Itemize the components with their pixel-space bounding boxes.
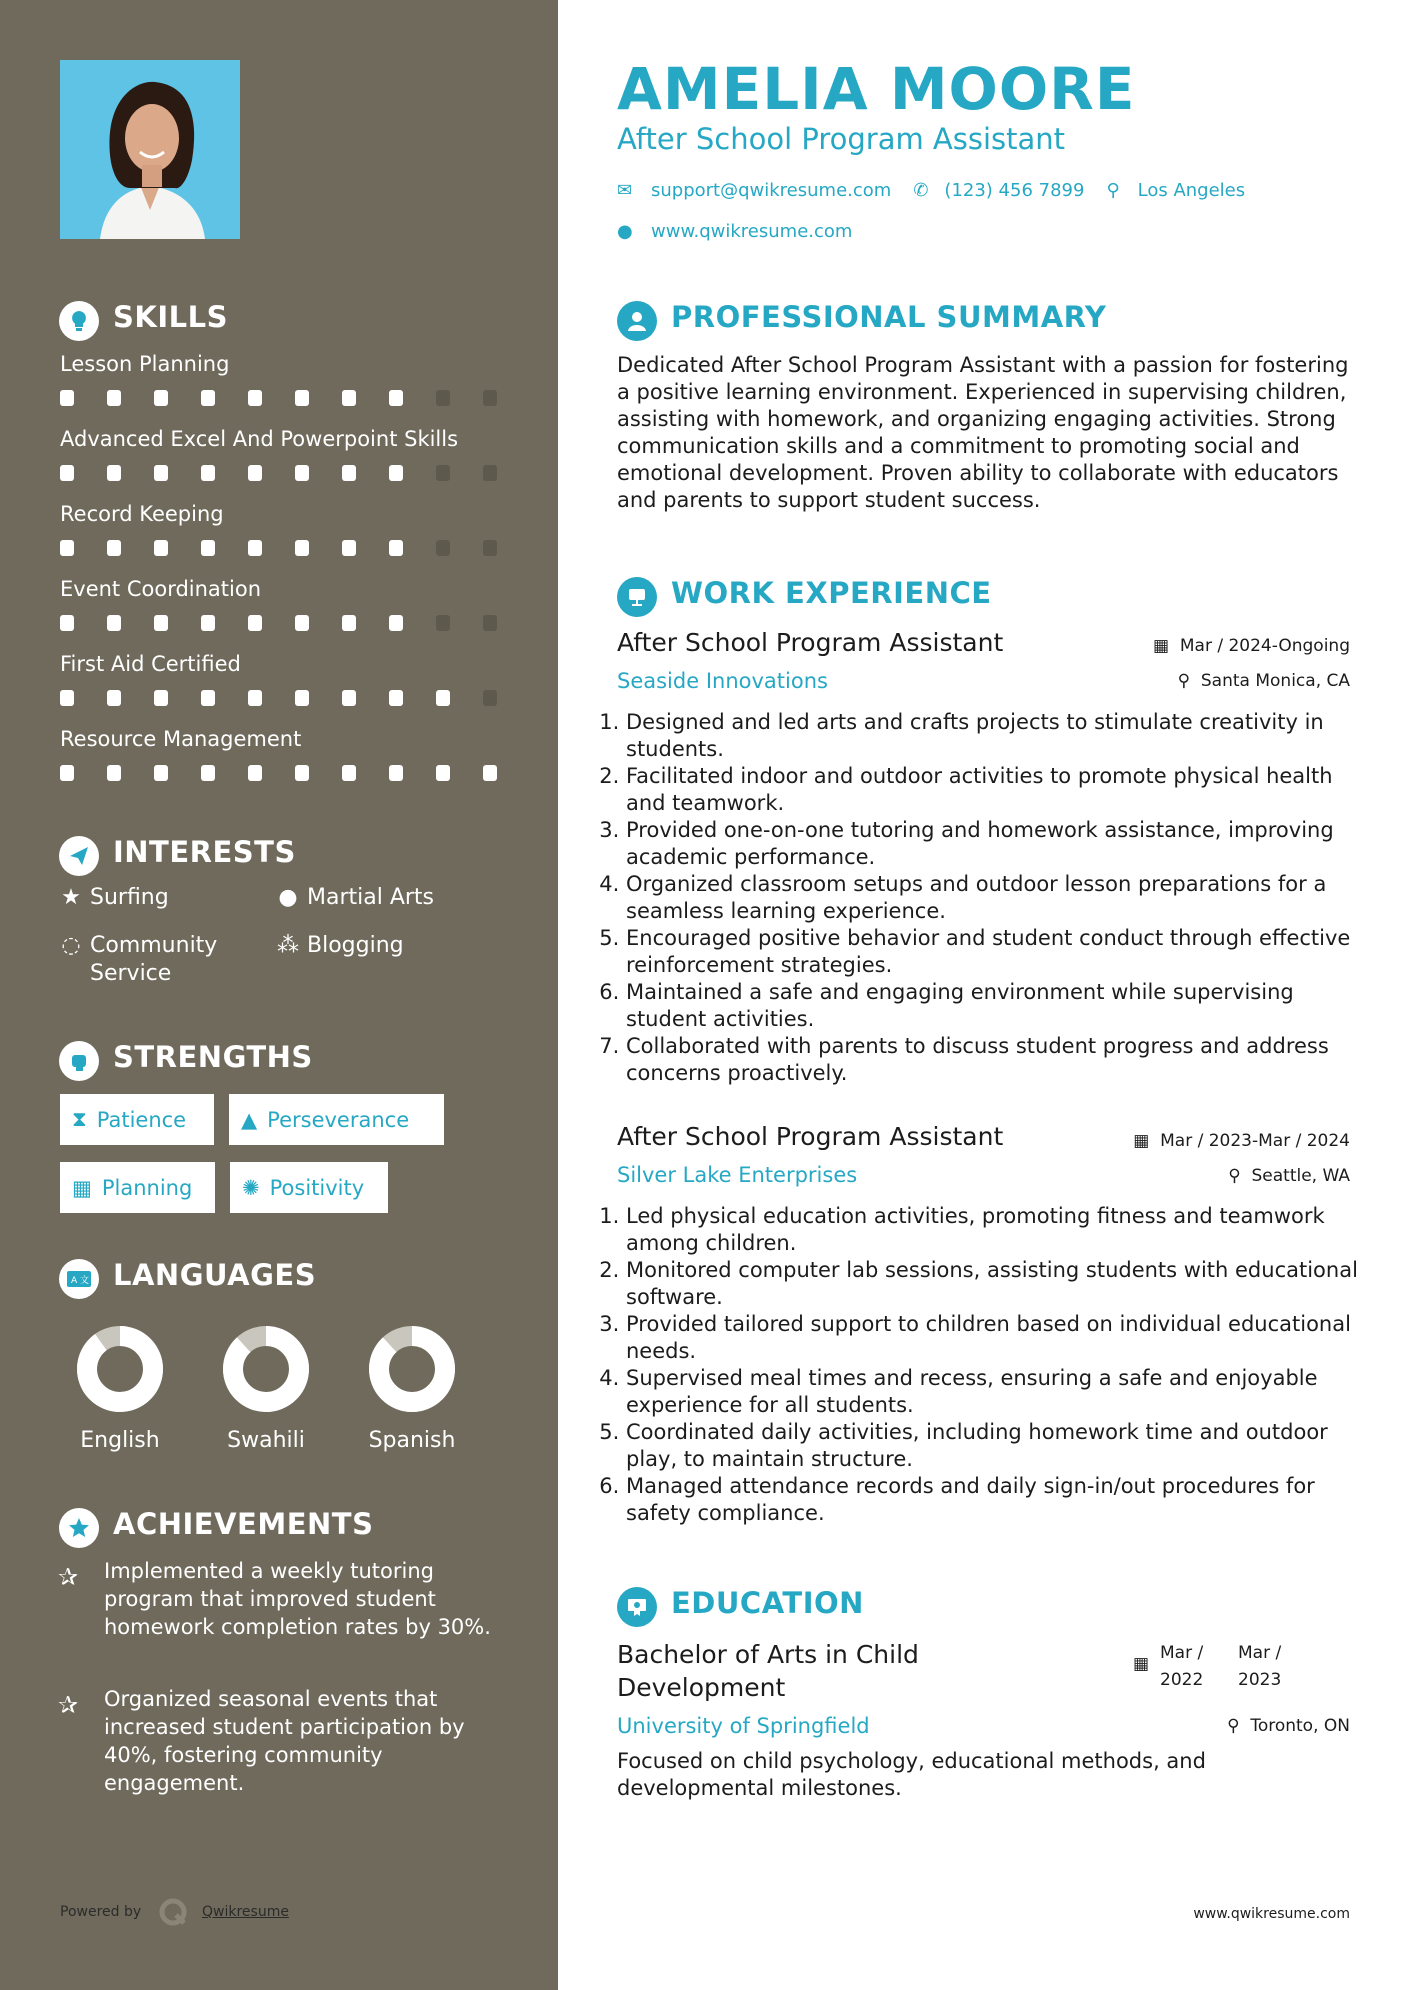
skill-dot-empty — [483, 690, 497, 706]
edu-location — [1227, 1716, 1350, 1736]
job-dates-text: Mar / 2023-Mar / 2024 — [1160, 1131, 1350, 1151]
lightbulb-icon — [59, 301, 99, 341]
skill-dot-filled — [248, 390, 262, 406]
skill-dot-filled — [248, 690, 262, 706]
skill-rating — [60, 765, 530, 781]
job-location-text: Seattle, WA — [1251, 1166, 1350, 1186]
candidate-role: After School Program Assistant — [617, 122, 1066, 156]
skill-dot-filled — [107, 690, 121, 706]
strength-tag-perseverance — [229, 1094, 444, 1145]
skill-rating — [60, 465, 530, 481]
skill-dot-empty — [436, 465, 450, 481]
duty-item: 3. Provided tailored support to children based on individual educational needs. — [626, 1311, 1368, 1365]
skill-dot-filled — [295, 465, 309, 481]
strength-label: Positivity — [269, 1175, 365, 1200]
skill-dot-filled — [342, 690, 356, 706]
skill-name: First Aid Certified — [60, 652, 241, 676]
duty-item: 2. Monitored computer lab sessions, assisting students with educational software. — [626, 1257, 1368, 1311]
job-duties-list — [608, 1203, 1368, 1527]
skill-rating — [60, 540, 530, 556]
skill-dot-empty — [483, 465, 497, 481]
skill-rating — [60, 690, 530, 706]
duty-item: 1. Designed and led arts and crafts projects to stimulate creativity in students. — [626, 709, 1368, 763]
skill-name: Advanced Excel And Powerpoint Skills — [60, 427, 459, 451]
skill-dot-filled — [107, 615, 121, 631]
lemon-icon: ◌ — [61, 933, 81, 958]
skill-dot-filled — [436, 765, 450, 781]
strengths-title: STRENGTHS — [113, 1040, 313, 1074]
skill-dot-filled — [154, 540, 168, 556]
duty-item: 5. Encouraged positive behavior and student conduct through effective reinforcement strategies. — [626, 925, 1368, 979]
achievement-item: Organized seasonal events that increased student participation by 40%, fostering community engagement. — [104, 1687, 465, 1795]
summary-title: PROFESSIONAL SUMMARY — [671, 300, 1107, 334]
strength-label: Planning — [101, 1175, 193, 1200]
duty-item: 2. Facilitated indoor and outdoor activities to promote physical health and teamwork. — [626, 763, 1368, 817]
footer-url[interactable]: www.qwikresume.com — [1193, 1906, 1350, 1922]
job-location — [1178, 671, 1350, 691]
pin-icon: ⚲ — [1177, 671, 1191, 691]
phone-icon: ✆ — [913, 180, 929, 201]
language-name: English — [80, 1428, 160, 1453]
skill-dot-filled — [60, 615, 74, 631]
skill-dot-filled — [483, 765, 497, 781]
interest-label: Community Service — [90, 933, 218, 986]
language-icon — [59, 1259, 99, 1299]
sun-icon: ✺ — [242, 1175, 260, 1200]
job-title: After School Program Assistant — [617, 1122, 1004, 1151]
pin-icon: ⚲ — [1227, 1716, 1240, 1736]
strength-tag-patience — [60, 1094, 214, 1145]
job-company: Silver Lake Enterprises — [617, 1163, 858, 1187]
language-level-ring — [369, 1326, 455, 1416]
skill-dot-filled — [389, 390, 403, 406]
skill-dot-filled — [389, 765, 403, 781]
skill-dot-filled — [154, 765, 168, 781]
phone-number[interactable]: (123) 456 7899 — [944, 180, 1085, 201]
skill-dot-empty — [483, 390, 497, 406]
sidebar — [0, 0, 558, 1990]
skill-dot-filled — [60, 465, 74, 481]
skill-dot-filled — [154, 615, 168, 631]
contact-row — [617, 180, 1245, 201]
globe-icon: ● — [617, 221, 633, 242]
job-company: Seaside Innovations — [617, 669, 828, 693]
qwikresume-logo-icon — [158, 1897, 188, 1931]
work-title: WORK EXPERIENCE — [671, 576, 992, 610]
hourglass-icon: ⧗ — [72, 1107, 87, 1131]
skill-dot-filled — [342, 465, 356, 481]
location-text: Los Angeles — [1137, 180, 1246, 201]
user-icon — [617, 301, 657, 341]
interest-community-service — [60, 932, 250, 988]
skill-dot-empty — [436, 390, 450, 406]
fist-icon — [59, 1041, 99, 1081]
skill-dot-filled — [60, 540, 74, 556]
skill-dot-filled — [60, 390, 74, 406]
shooting-star-icon: ✰ — [58, 1691, 79, 1719]
globe-icon: ● — [278, 885, 298, 910]
skill-rating — [60, 615, 530, 631]
achievements-title: ACHIEVEMENTS — [113, 1507, 374, 1541]
email-link[interactable]: support@qwikresume.com — [651, 180, 892, 201]
duty-item: 6. Managed attendance records and daily sign-in/out procedures for safety compliance. — [626, 1473, 1368, 1527]
svg-text:文: 文 — [80, 1276, 90, 1286]
skill-dot-filled — [154, 690, 168, 706]
skill-dot-filled — [295, 765, 309, 781]
skill-dot-filled — [295, 390, 309, 406]
skill-dot-filled — [389, 615, 403, 631]
skill-dot-filled — [295, 615, 309, 631]
strength-tag-planning — [60, 1162, 215, 1213]
interest-label: Blogging — [307, 933, 404, 958]
job-location — [1228, 1166, 1350, 1186]
skill-dot-filled — [201, 540, 215, 556]
edu-location-text: Toronto, ON — [1250, 1716, 1350, 1736]
pin-icon: ⚲ — [1228, 1166, 1241, 1186]
skill-dot-filled — [154, 465, 168, 481]
calendar-icon: ▦ — [1133, 1654, 1150, 1674]
skill-dot-filled — [248, 615, 262, 631]
main-content — [558, 0, 1407, 1990]
summary-text: Dedicated After School Program Assistant with a passion for fostering a positive learning environment. Experienced in supervising children, assisting with homework, and organizing engaging activities. Strong communication skills and a commitment to promoting social and emotional development. Proven ability to collaborate with educators and parents to support student success. — [617, 353, 1349, 512]
duty-item: 3. Provided one-on-one tutoring and homework assistance, improving academic performance. — [626, 817, 1368, 871]
users-icon: ⁂ — [277, 933, 299, 958]
interest-label: Surfing — [90, 885, 169, 910]
skill-dot-empty — [483, 540, 497, 556]
duty-item: 4. Organized classroom setups and outdoor lesson preparations for a seamless learning experience. — [626, 871, 1368, 925]
website-row — [617, 221, 852, 242]
skill-dot-filled — [154, 390, 168, 406]
duty-item: 6. Maintained a safe and engaging environment while supervising student activities. — [626, 979, 1368, 1033]
interest-label: Martial Arts — [307, 885, 435, 910]
powered-by-label: Powered by — [60, 1904, 142, 1920]
achievement-item: Implemented a weekly tutoring program that improved student homework completion rates by 30%. — [104, 1559, 491, 1639]
skill-name: Record Keeping — [60, 502, 224, 526]
education-description: Focused on child psychology, educational methods, and developmental milestones. — [617, 1749, 1206, 1800]
languages-title: LANGUAGES — [113, 1258, 317, 1292]
skill-dot-filled — [107, 765, 121, 781]
skill-name: Lesson Planning — [60, 352, 230, 376]
job-title: After School Program Assistant — [617, 628, 1004, 657]
skill-dot-filled — [248, 540, 262, 556]
skill-dot-filled — [295, 540, 309, 556]
graduation-icon — [617, 1587, 657, 1627]
shooting-star-icon: ✰ — [58, 1563, 79, 1591]
interest-surfing — [60, 884, 169, 912]
skill-dot-filled — [201, 765, 215, 781]
star-icon: ★ — [61, 885, 81, 910]
road-icon: ▲ — [241, 1107, 258, 1132]
job-location-text: Santa Monica, CA — [1200, 671, 1350, 691]
calendar-icon: ▦ — [1153, 636, 1170, 656]
job-dates — [1133, 1131, 1350, 1151]
interest-martial-arts — [277, 884, 434, 912]
skill-dot-filled — [60, 690, 74, 706]
skill-dot-filled — [60, 765, 74, 781]
website-link[interactable]: www.qwikresume.com — [651, 221, 853, 242]
skill-dot-empty — [436, 615, 450, 631]
job-dates-text: Mar / 2024-Ongoing — [1179, 636, 1350, 656]
strength-label: Perseverance — [267, 1107, 410, 1132]
skill-dot-filled — [201, 615, 215, 631]
language-name: Swahili — [227, 1428, 305, 1453]
briefcase-icon — [617, 577, 657, 617]
school-name: University of Springfield — [617, 1714, 870, 1738]
skill-dot-filled — [201, 465, 215, 481]
skill-dot-filled — [295, 690, 309, 706]
skills-title: SKILLS — [113, 300, 228, 334]
candidate-name: AMELIA MOORE — [617, 55, 1136, 123]
skill-dot-filled — [107, 465, 121, 481]
education-title: EDUCATION — [671, 1586, 864, 1620]
strength-tag-positivity — [230, 1162, 388, 1213]
skill-dot-filled — [201, 690, 215, 706]
skill-dot-filled — [389, 465, 403, 481]
skill-dot-filled — [342, 540, 356, 556]
brand-link[interactable]: Qwikresume — [202, 1904, 289, 1920]
skill-name: Event Coordination — [60, 577, 262, 601]
skill-dot-filled — [248, 465, 262, 481]
strength-label: Patience — [96, 1107, 187, 1132]
skill-dot-filled — [201, 390, 215, 406]
skill-rating — [60, 390, 530, 406]
duty-item: 7. Collaborated with parents to discuss student progress and address concerns proactively. — [626, 1033, 1368, 1087]
skill-dot-filled — [248, 765, 262, 781]
language-name: Spanish — [368, 1428, 456, 1453]
skill-name: Resource Management — [60, 727, 302, 751]
paper-plane-icon — [59, 836, 99, 876]
duty-item: 5. Coordinated daily activities, including homework time and outdoor play, to maintain structure. — [626, 1419, 1368, 1473]
skill-dot-filled — [389, 540, 403, 556]
skill-dot-filled — [342, 390, 356, 406]
job-duties-list — [608, 709, 1368, 1087]
skill-dot-filled — [107, 390, 121, 406]
duty-item: 1. Led physical education activities, promoting fitness and teamwork among children. — [626, 1203, 1368, 1257]
edu-end-date: Mar / 2023 — [1238, 1643, 1282, 1690]
skill-dot-filled — [107, 540, 121, 556]
envelope-icon: ✉ — [617, 180, 633, 201]
language-level-ring — [223, 1326, 309, 1416]
job-dates — [1153, 636, 1350, 656]
calendar-icon: ▦ — [72, 1175, 92, 1200]
skill-dot-empty — [436, 540, 450, 556]
degree-title: Bachelor of Arts in Child Development — [617, 1640, 919, 1702]
skill-dot-filled — [389, 690, 403, 706]
interests-title: INTERESTS — [113, 835, 296, 869]
edu-start-date: Mar / 2022 — [1160, 1643, 1204, 1690]
skill-dot-filled — [436, 690, 450, 706]
profile-photo — [60, 60, 240, 239]
skill-dot-empty — [483, 615, 497, 631]
skill-dot-filled — [342, 615, 356, 631]
duty-item: 4. Supervised meal times and recess, ensuring a safe and enjoyable experience for all students. — [626, 1365, 1368, 1419]
map-marker-icon: ⚲ — [1106, 180, 1120, 201]
calendar-icon: ▦ — [1133, 1131, 1150, 1151]
skill-dot-filled — [342, 765, 356, 781]
svg-text:A: A — [71, 1276, 78, 1286]
award-star-icon — [59, 1508, 99, 1548]
language-level-ring — [77, 1326, 163, 1416]
interest-blogging — [277, 932, 404, 960]
